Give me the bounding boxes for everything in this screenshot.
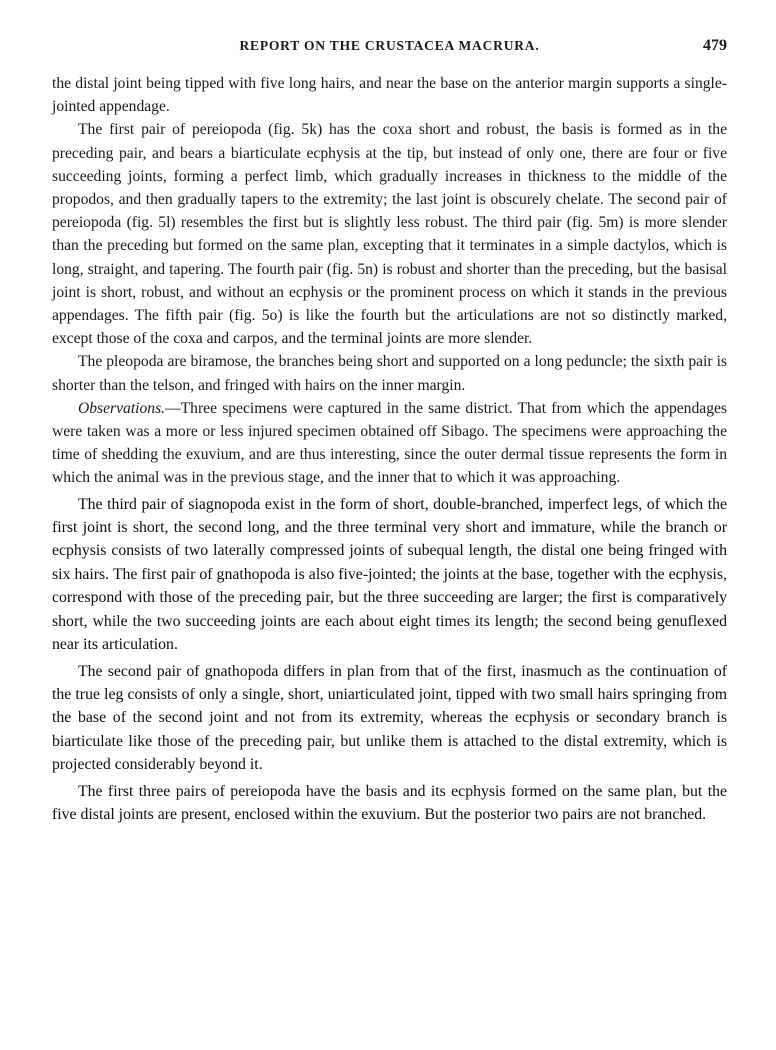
page-number: 479	[703, 37, 727, 54]
running-head	[52, 38, 727, 60]
running-title: REPORT ON THE CRUSTACEA MACRURA.	[239, 38, 540, 53]
paragraph-siagnopoda: The third pair of siagnopoda exist in the form of short, double-branched, imperfect legs, of which the first joint is short, the second long, and the three terminal very short and immature, while the branch or ecphysis consists of two laterally compressed joints of subequal length, the distal one being fringed with six hairs. The first pair of gnathopoda is also five-jointed; the joints at the base, together with the ecphysis, correspond with those of the preceding pair, but the three succeeding are larger; the first is comparatively short, while the two succeeding joints are each about eight times its length; the second being genuflexed near its articulation.	[52, 495, 727, 654]
observations-lead: Observations.	[78, 399, 166, 417]
paragraph-pleopoda: The pleopoda are biramose, the branches being short and supported on a long peduncle; the sixth pair is shorter than the telson, and fringed with hairs on the inner margin.	[52, 353, 727, 394]
paragraph-gnathopoda: The second pair of gnathopoda differs in plan from that of the first, inasmuch as the continuation of the true leg consists of only a single, short, uniarticulated joint, tipped with two small hairs springing from the base of the second joint and not from its extremity, whereas the ecphysis or secondary branch is biarticulate like those of the preceding pair, but unlike them is attached to the distal extremity, which is projected considerably beyond it.	[52, 662, 727, 774]
observations-text: —Three specimens were captured in the same district. That from which the appendages were taken was a more or less injured specimen obtained off Sibago. The specimens were approaching the time of shedding the exuvium, and are thus interesting, since the outer dermal tissue represents the form in which the animal was in the previous stage, and the inner that to which it was approaching.	[52, 399, 727, 487]
paragraph-pereiopoda: The first pair of pereiopoda (fig. 5k) has the coxa short and robust, the basis is formed as in the preceding pair, and bears a biarticulate ecphysis at the tip, but instead of only one, there are four or five succeeding joints, forming a perfect limb, which gradually increases in thickness to the middle of the propodos, and then gradually tapers to the extremity; the last joint is obscurely chelate. The second pair of pereiopoda (fig. 5l) resembles the first but is slightly less robust. The third pair (fig. 5m) is more slender than the preceding but formed on the same plan, excepting that it terminates in a simple dactylos, which is long, straight, and tapering. The fourth pair (fig. 5n) is robust and shorter than the preceding, but the basisal joint is short, robust, and without an ecphysis or the prominent process on which it stands in the previous appendages. The fifth pair (fig. 5o) is like the fourth but the articulations are not so distinctly marked, except those of the coxa and carpos, and the terminal joints are more slender.	[52, 121, 727, 348]
paragraph-posterior-pereiopoda: The first three pairs of pereiopoda have the basis and its ecphysis formed on the same plan, but the five distal joints are present, enclosed within the exuvium. But the posterior two pairs are not branched.	[52, 782, 727, 823]
page	[52, 38, 727, 826]
paragraph-continuation: the distal joint being tipped with five long hairs, and near the base on the anterior margin supports a single-jointed appendage.	[52, 75, 727, 116]
paragraph-observations	[52, 397, 727, 490]
